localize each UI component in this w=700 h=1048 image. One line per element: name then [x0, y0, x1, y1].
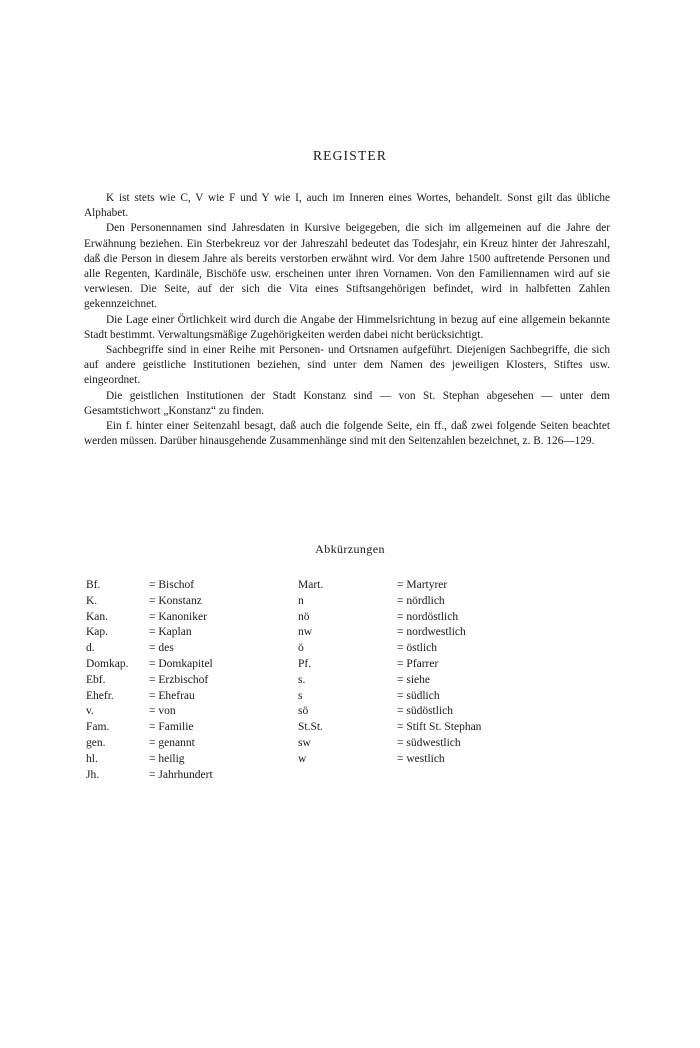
abbreviation: Pf. — [298, 657, 312, 670]
abbreviation-row — [86, 752, 566, 768]
paragraph-institutions: Die geistlichen Institutionen der Stadt Konstanz sind — von St. Stephan abgesehen — unter dem Gesamtstichwort „Konstanz“ zu finden. — [84, 389, 610, 417]
abbreviation: n — [298, 594, 304, 607]
abbreviation: St.St. — [298, 721, 323, 734]
abbreviation-meaning: = Martyrer — [397, 579, 448, 591]
abbreviation-meaning: = Erzbischof — [149, 673, 209, 686]
abbreviations-table — [86, 578, 566, 783]
abbreviation: s. — [298, 673, 306, 686]
abbreviation-row — [86, 689, 566, 705]
abbreviation-row — [86, 578, 566, 594]
abbreviation-meaning: = Pfarrer — [397, 657, 439, 670]
abbreviation-meaning: = westlich — [397, 752, 445, 765]
abbreviation-row — [86, 594, 566, 610]
abbreviation-row — [86, 610, 566, 626]
abbreviation: Ehefr. — [86, 689, 114, 702]
abbreviation: s — [298, 689, 303, 702]
abbreviation-meaning: = Ehefrau — [149, 689, 195, 702]
page-title: REGISTER — [312, 148, 388, 163]
abbreviation: nw — [298, 626, 313, 639]
abbreviation: hl. — [86, 752, 98, 765]
abbreviation: ö — [298, 642, 304, 655]
abbreviation: v. — [86, 705, 94, 718]
abbreviation: Ebf. — [86, 673, 106, 686]
abbreviation-meaning: = Domkapitel — [149, 657, 213, 670]
paragraph-person-names: Den Personennamen sind Jahresdaten in Kursive beigegeben, die sich im allgemeinen auf die Jahre der Erwähnung beziehen. Ein Sterbekreuz vor der Jahreszahl bedeutet das Todesjahr, ein Kreuz hinter der Jahreszahl, daß die Person in diesem Jahre als bereits verstorben erwähnt wird. Vor dem Jahre 1500 auftretende Personen und alle Regenten, Kardinäle, Bischöfe usw. erscheinen unter ihren Vornamen. Von den Familiennamen wird auf sie verwiesen. Die Seite, auf der sich die Vita eines Stiftsangehörigen befindet, wird in halbfetten Zahlen gekennzeichnet. — [84, 222, 610, 311]
abbreviation-meaning: = südwestlich — [397, 736, 461, 749]
abbreviation-row — [86, 736, 566, 752]
intro-text — [84, 191, 610, 449]
abbreviation: sö — [298, 705, 309, 718]
abbreviation-meaning: = genannt — [149, 736, 195, 749]
paragraph-subject-terms: Sachbegriffe sind in einer Reihe mit Personen- und Ortsnamen aufgeführt. Diejenigen Sachbegriffe, die sich auf andere geistliche Institutionen beziehen, sind unter dem Namen des jeweiligen Klosters, Stiftes usw. eingeordnet. — [84, 344, 610, 387]
abbreviation: K. — [86, 594, 98, 607]
abbreviation-meaning: = von — [149, 705, 176, 718]
abbreviations-heading: Abkürzungen — [315, 542, 385, 556]
abbreviation: Mart. — [298, 579, 324, 591]
abbreviation-row — [86, 704, 566, 720]
abbreviation-meaning: = nördlich — [397, 594, 445, 607]
abbreviation-meaning: = Konstanz — [149, 594, 202, 607]
abbreviation-row — [86, 625, 566, 641]
abbreviation: Jh. — [86, 768, 100, 781]
abbreviation-meaning: = Kaplan — [149, 626, 192, 639]
abbreviation-meaning: = Jahrhundert — [149, 768, 213, 781]
abbreviation: Bf. — [86, 579, 101, 591]
paragraph-locations: Die Lage einer Örtlichkeit wird durch die Angabe der Himmelsrichtung in bezug auf eine allgemein bekannte Stadt bestimmt. Verwaltungsmäßige Zugehörigkeiten werden dabei nicht berücksichtigt. — [84, 313, 610, 341]
abbreviation: sw — [298, 736, 311, 749]
abbreviation-row — [86, 768, 566, 784]
abbreviation-meaning: = Stift St. Stephan — [397, 721, 482, 734]
abbreviation: gen. — [86, 736, 106, 749]
abbreviation: Kan. — [86, 610, 109, 623]
abbreviation: Kap. — [86, 626, 109, 639]
abbreviation-meaning: = des — [149, 642, 174, 655]
abbreviation: Domkap. — [86, 657, 129, 670]
abbreviation-meaning: = heilig — [149, 752, 185, 765]
abbreviation: w — [298, 752, 307, 765]
abbreviation-meaning: = nordöstlich — [397, 610, 459, 623]
abbreviation-row — [86, 673, 566, 689]
abbreviation: d. — [86, 642, 95, 655]
abbreviation: Fam. — [86, 721, 110, 734]
abbreviation-meaning: = östlich — [397, 642, 438, 655]
paragraph-page-references: Ein f. hinter einer Seitenzahl besagt, daß auch die folgende Seite, ein ff., daß zwei folgende Seiten beachtet werden müssen. Darüber hinausgehende Zusammenhänge sind mit den Seitenzahlen bezeichnet, z. B. 126—129. — [84, 420, 610, 448]
abbreviation: nö — [298, 610, 310, 623]
paragraph-alphabet: K ist stets wie C, V wie F und Y wie I, auch im Inneren eines Wortes, behandelt. Sonst gilt das übliche Alphabet. — [84, 192, 610, 220]
abbreviation-meaning: = Bischof — [149, 579, 195, 591]
abbreviation-meaning: = siehe — [397, 673, 430, 686]
abbreviation-meaning: = nordwestlich — [397, 626, 466, 639]
abbreviation-meaning: = Kanoniker — [149, 610, 207, 623]
abbreviation-meaning: = südöstlich — [397, 705, 454, 718]
abbreviation-row — [86, 641, 566, 657]
abbreviation-row — [86, 657, 566, 673]
abbreviation-meaning: = Familie — [149, 721, 194, 734]
abbreviation-meaning: = südlich — [397, 689, 440, 702]
abbreviation-row — [86, 720, 566, 736]
